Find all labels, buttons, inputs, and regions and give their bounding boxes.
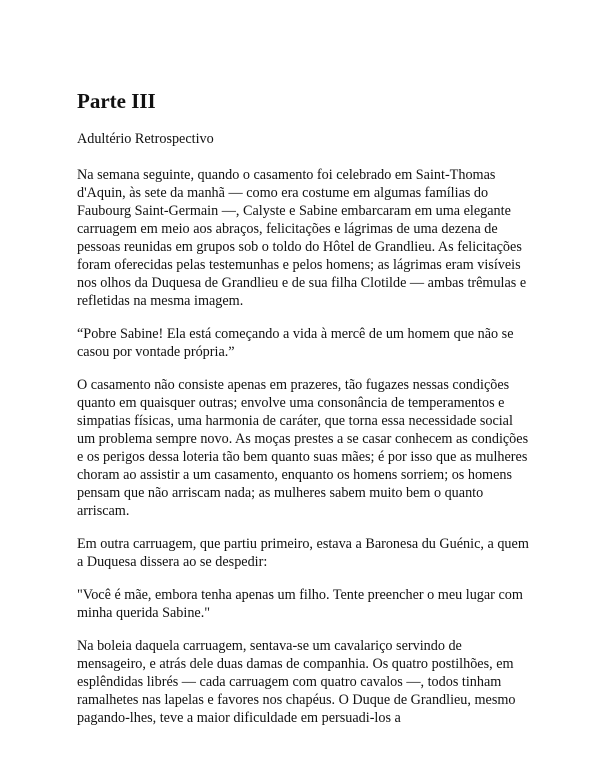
paragraph-3: O casamento não consiste apenas em prazeres, tão fugazes nessas condições quanto em quaisquer outras; envolve uma consonância de temperamentos e simpatias físicas, uma harmonia de caráter, que torna essa necessidade social um problema sempre novo. As moças prestes a se casar conhecem as condições e os perigos dessa loteria tão bem quanto suas mães; é por isso que as mulheres choram ao assistir a um casamento, enquanto os homens sorriem; os homens pensam que não arriscam nada; as mulheres sabem muito bem o quanto arriscam. — [77, 377, 529, 519]
page-title: Parte III — [77, 89, 156, 113]
document-page — [77, 88, 533, 742]
paragraph-1: Na semana seguinte, quando o casamento foi celebrado em Saint-Thomas d'Aquin, às sete da manhã — como era costume em algumas famílias do Faubourg Saint-Germain —, Calyste e Sabine embarcaram em uma elegante carruagem em meio aos abraços, felicitações e lágrimas de uma dezena de pessoas reunidas em grupos sob o toldo do Hôtel de Grandlieu. As felicitações foram oferecidas pelas testemunhas e pelos homens; as lágrimas eram visíveis nos olhos da Duquesa de Grandlieu e de sua filha Clotilde — ambas trêmulas e refletidas na mesma imagem. — [77, 167, 527, 309]
paragraph-6: Na boleia daquela carruagem, sentava-se um cavalariço servindo de mensageiro, e atrás dele duas damas de companhia. Os quatro postilhões, em esplêndidas librés — cada carruagem com quatro cavalos —, todos tinham ramalhetes nas lapelas e favores nos chapéus. O Duque de Grandlieu, mesmo pagando-lhes, teve a maior dificuldade em persuadi-los a — [77, 638, 516, 726]
paragraph-2: “Pobre Sabine! Ela está começando a vida à mercê de um homem que não se casou por vontade própria.” — [77, 326, 514, 360]
paragraph-4: Em outra carruagem, que partiu primeiro, estava a Baronesa du Guénic, a quem a Duquesa dissera ao se despedir: — [77, 536, 529, 570]
paragraph-5: "Você é mãe, embora tenha apenas um filho. Tente preencher o meu lugar com minha querida Sabine." — [77, 587, 523, 621]
chapter-subtitle: Adultério Retrospectivo — [77, 131, 214, 147]
